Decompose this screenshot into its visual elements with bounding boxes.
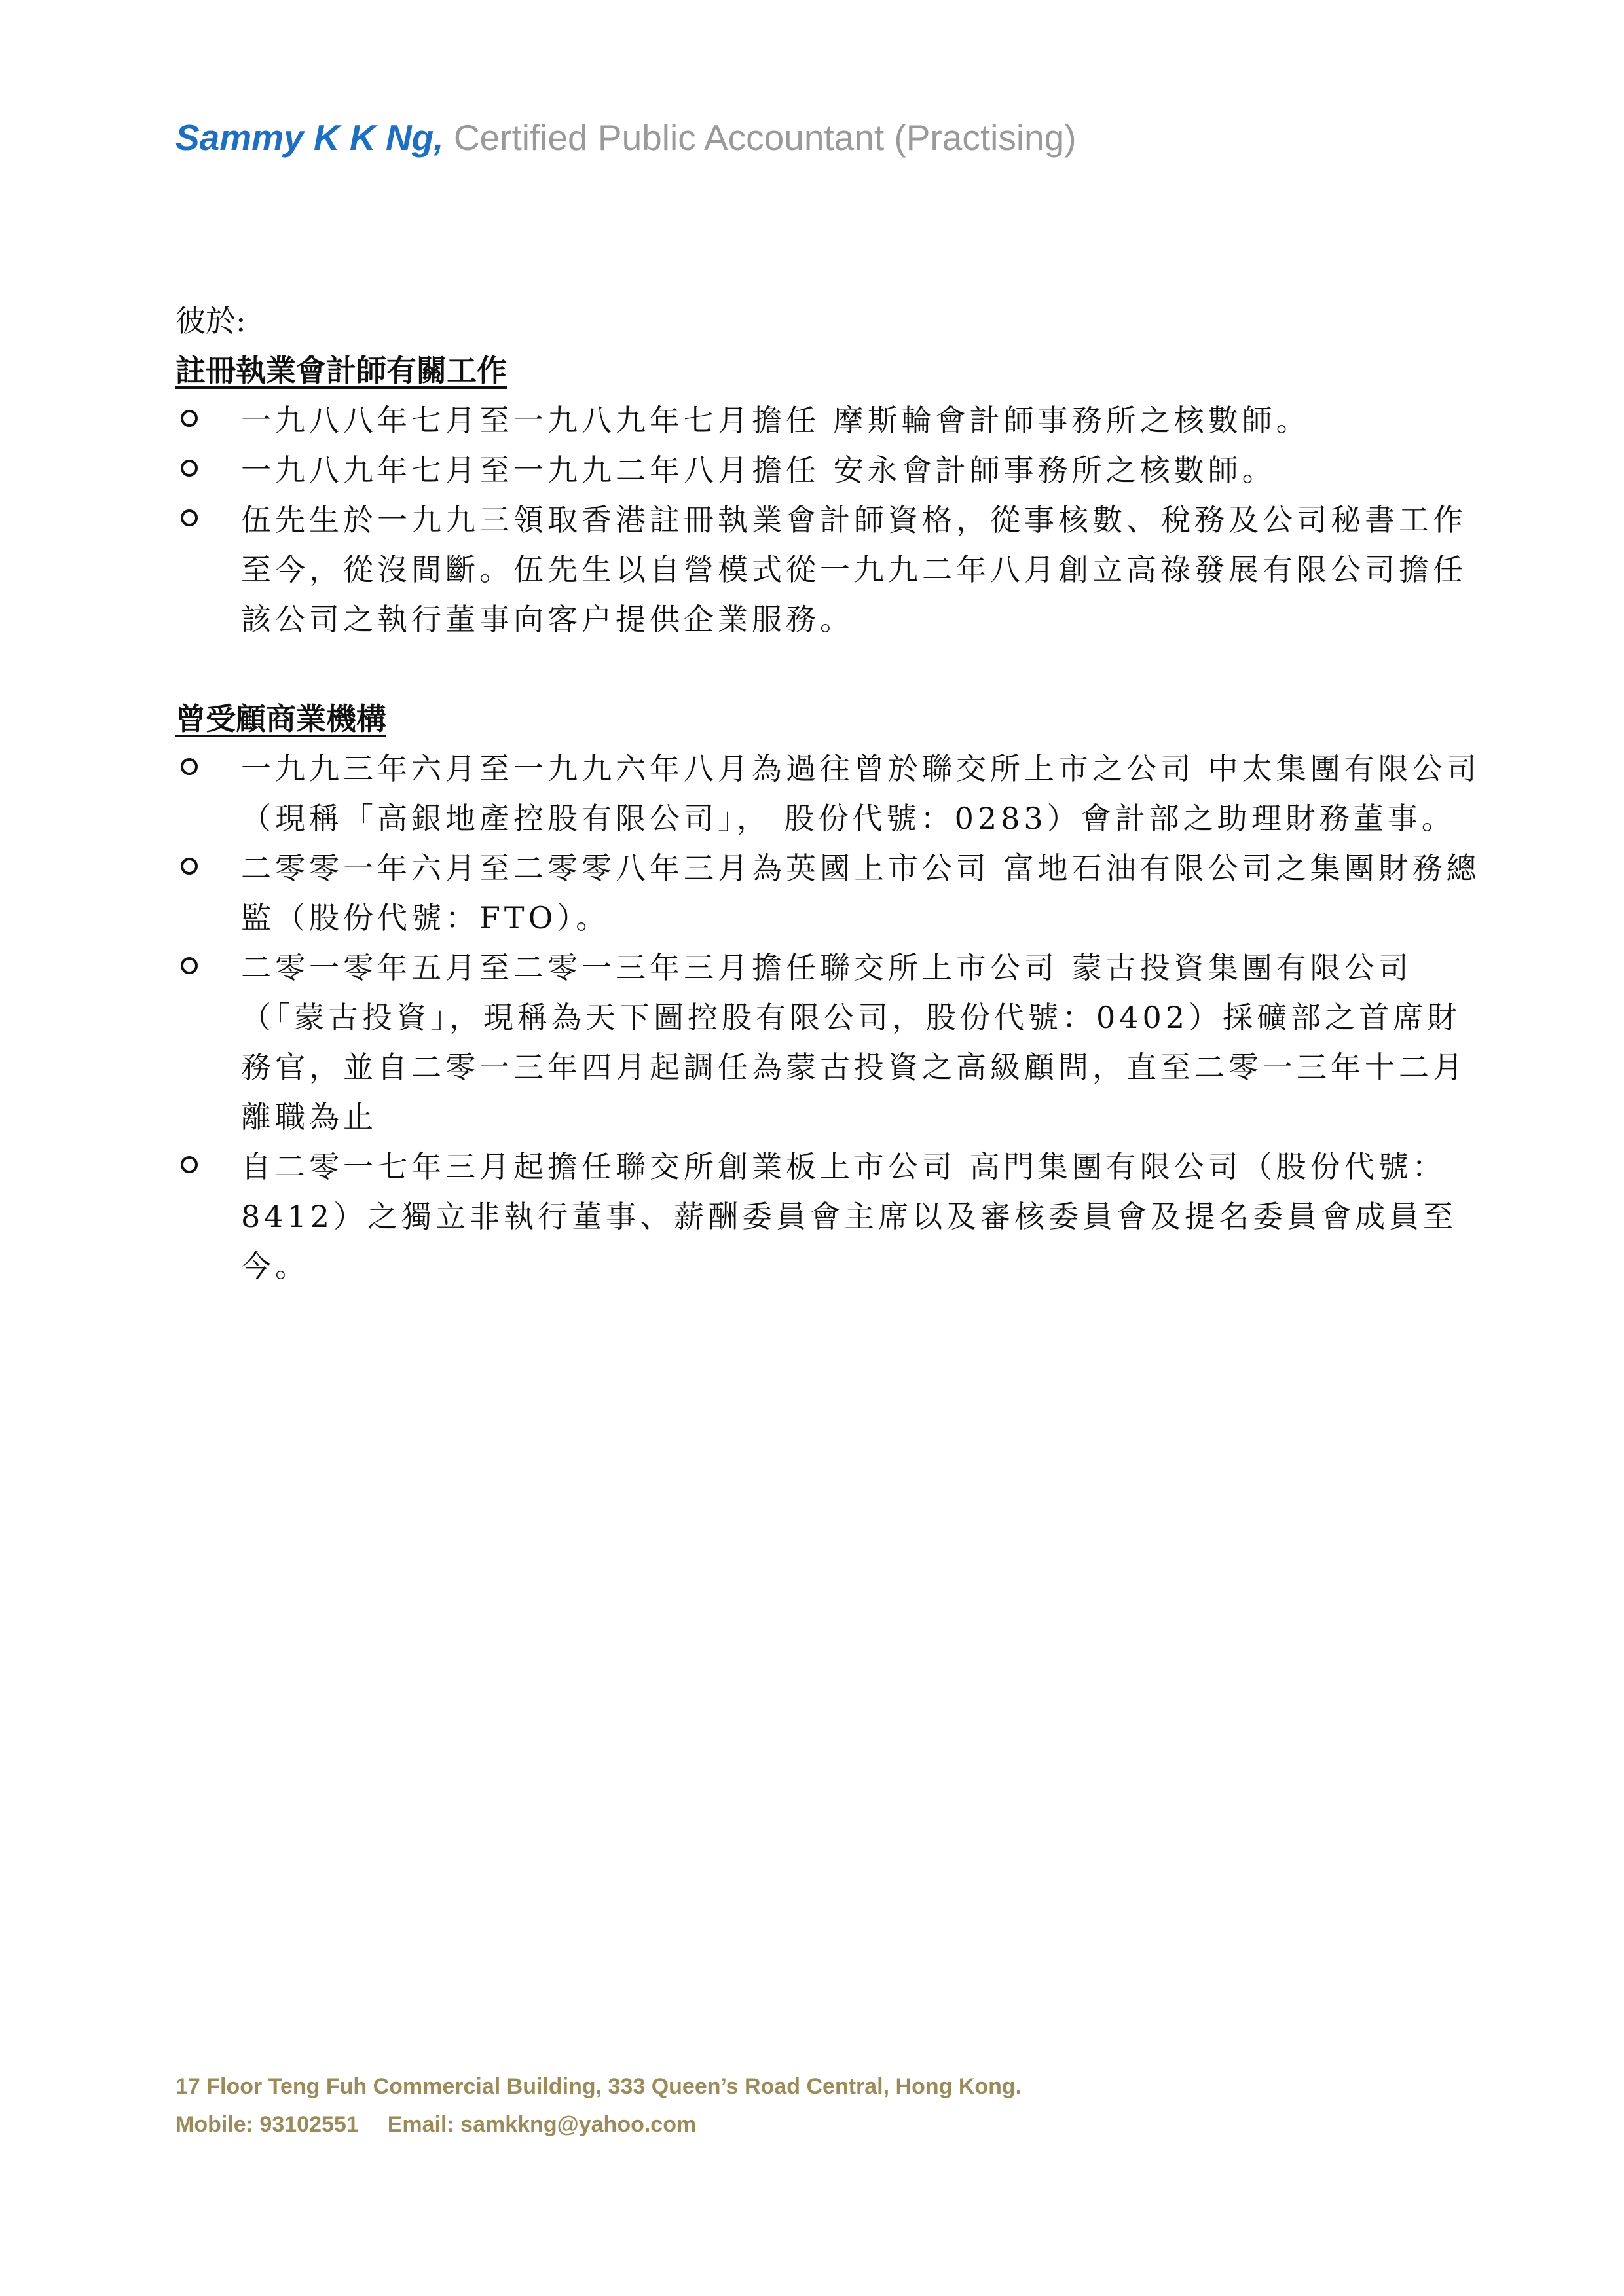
intro-text: 彼於:	[175, 303, 246, 338]
circle-bullet-icon	[181, 1156, 198, 1173]
footer-mobile: Mobile: 93102551	[175, 2112, 359, 2137]
circle-bullet-icon	[181, 957, 198, 974]
list-item	[175, 744, 1485, 843]
bullet-list	[175, 744, 1485, 1291]
list-item	[175, 495, 1485, 644]
list-item	[175, 843, 1485, 943]
list-item-text: 自二零一七年三月起擔任聯交所創業板上市公司 高門集團有限公司（股份代號：8412）之獨立非執行董事、薪酬委員會主席以及審核委員會及提名委員會成員至今。	[241, 1149, 1458, 1284]
list-item-text: 二零零一年六月至二零零八年三月為英國上市公司 富地石油有限公司之集團財務總監（股份代號：FTO）。	[241, 850, 1481, 936]
list-item	[175, 1142, 1485, 1291]
letterhead	[175, 117, 1077, 158]
footer-address: 17 Floor Teng Fuh Commercial Building, 333 Queen’s Road Central, Hong Kong.	[175, 2074, 1022, 2099]
bullet-list	[175, 395, 1485, 644]
letterhead-name: Sammy K K Ng,	[175, 117, 444, 158]
circle-bullet-icon	[181, 460, 198, 477]
circle-bullet-icon	[181, 410, 198, 427]
footer-email: Email: samkkng@yahoo.com	[387, 2112, 697, 2137]
circle-bullet-icon	[181, 509, 198, 526]
circle-bullet-icon	[181, 858, 198, 875]
list-item-text: 二零一零年五月至二零一三年三月擔任聯交所上市公司 蒙古投資集團有限公司（「蒙古投資」，現稱為天下圖控股有限公司，股份代號：0402）採礦部之首席財務官，並自二零一三年四月起調任為蒙古投資之高級顧問，直至二零一三年十二月離職為止	[241, 950, 1467, 1135]
list-item-text: 一九九三年六月至一九九六年八月為過往曾於聯交所上市之公司 中太集團有限公司（現稱「高銀地產控股有限公司」， 股份代號：0283）會計部之助理財務董事。	[241, 751, 1481, 836]
section-heading: 註冊執業會計師有關工作	[175, 353, 507, 388]
document-body	[175, 296, 1485, 1291]
footer-contact	[175, 2105, 1022, 2143]
section-employment	[175, 694, 1485, 1291]
list-item	[175, 445, 1485, 495]
list-item-text: 一九八九年七月至一九九二年八月擔任 安永會計師事務所之核數師。	[241, 452, 1276, 488]
letterhead-title: Certified Public Accountant (Practising)	[453, 117, 1077, 158]
list-item	[175, 943, 1485, 1142]
list-item-text: 伍先生於一九九三領取香港註冊執業會計師資格，從事核數、稅務及公司秘書工作至今，從沒間斷。伍先生以自營模式從一九九二年八月創立高祿發展有限公司擔任該公司之執行董事向客户提供企業服務。	[241, 502, 1467, 637]
list-item	[175, 395, 1485, 445]
section-heading: 曾受顧商業機構	[175, 701, 386, 737]
circle-bullet-icon	[181, 758, 198, 775]
footer	[175, 2068, 1022, 2143]
list-item-text: 一九八八年七月至一九八九年七月擔任 摩斯輪會計師事務所之核數師。	[241, 403, 1310, 438]
section-cpa-work	[175, 346, 1485, 644]
